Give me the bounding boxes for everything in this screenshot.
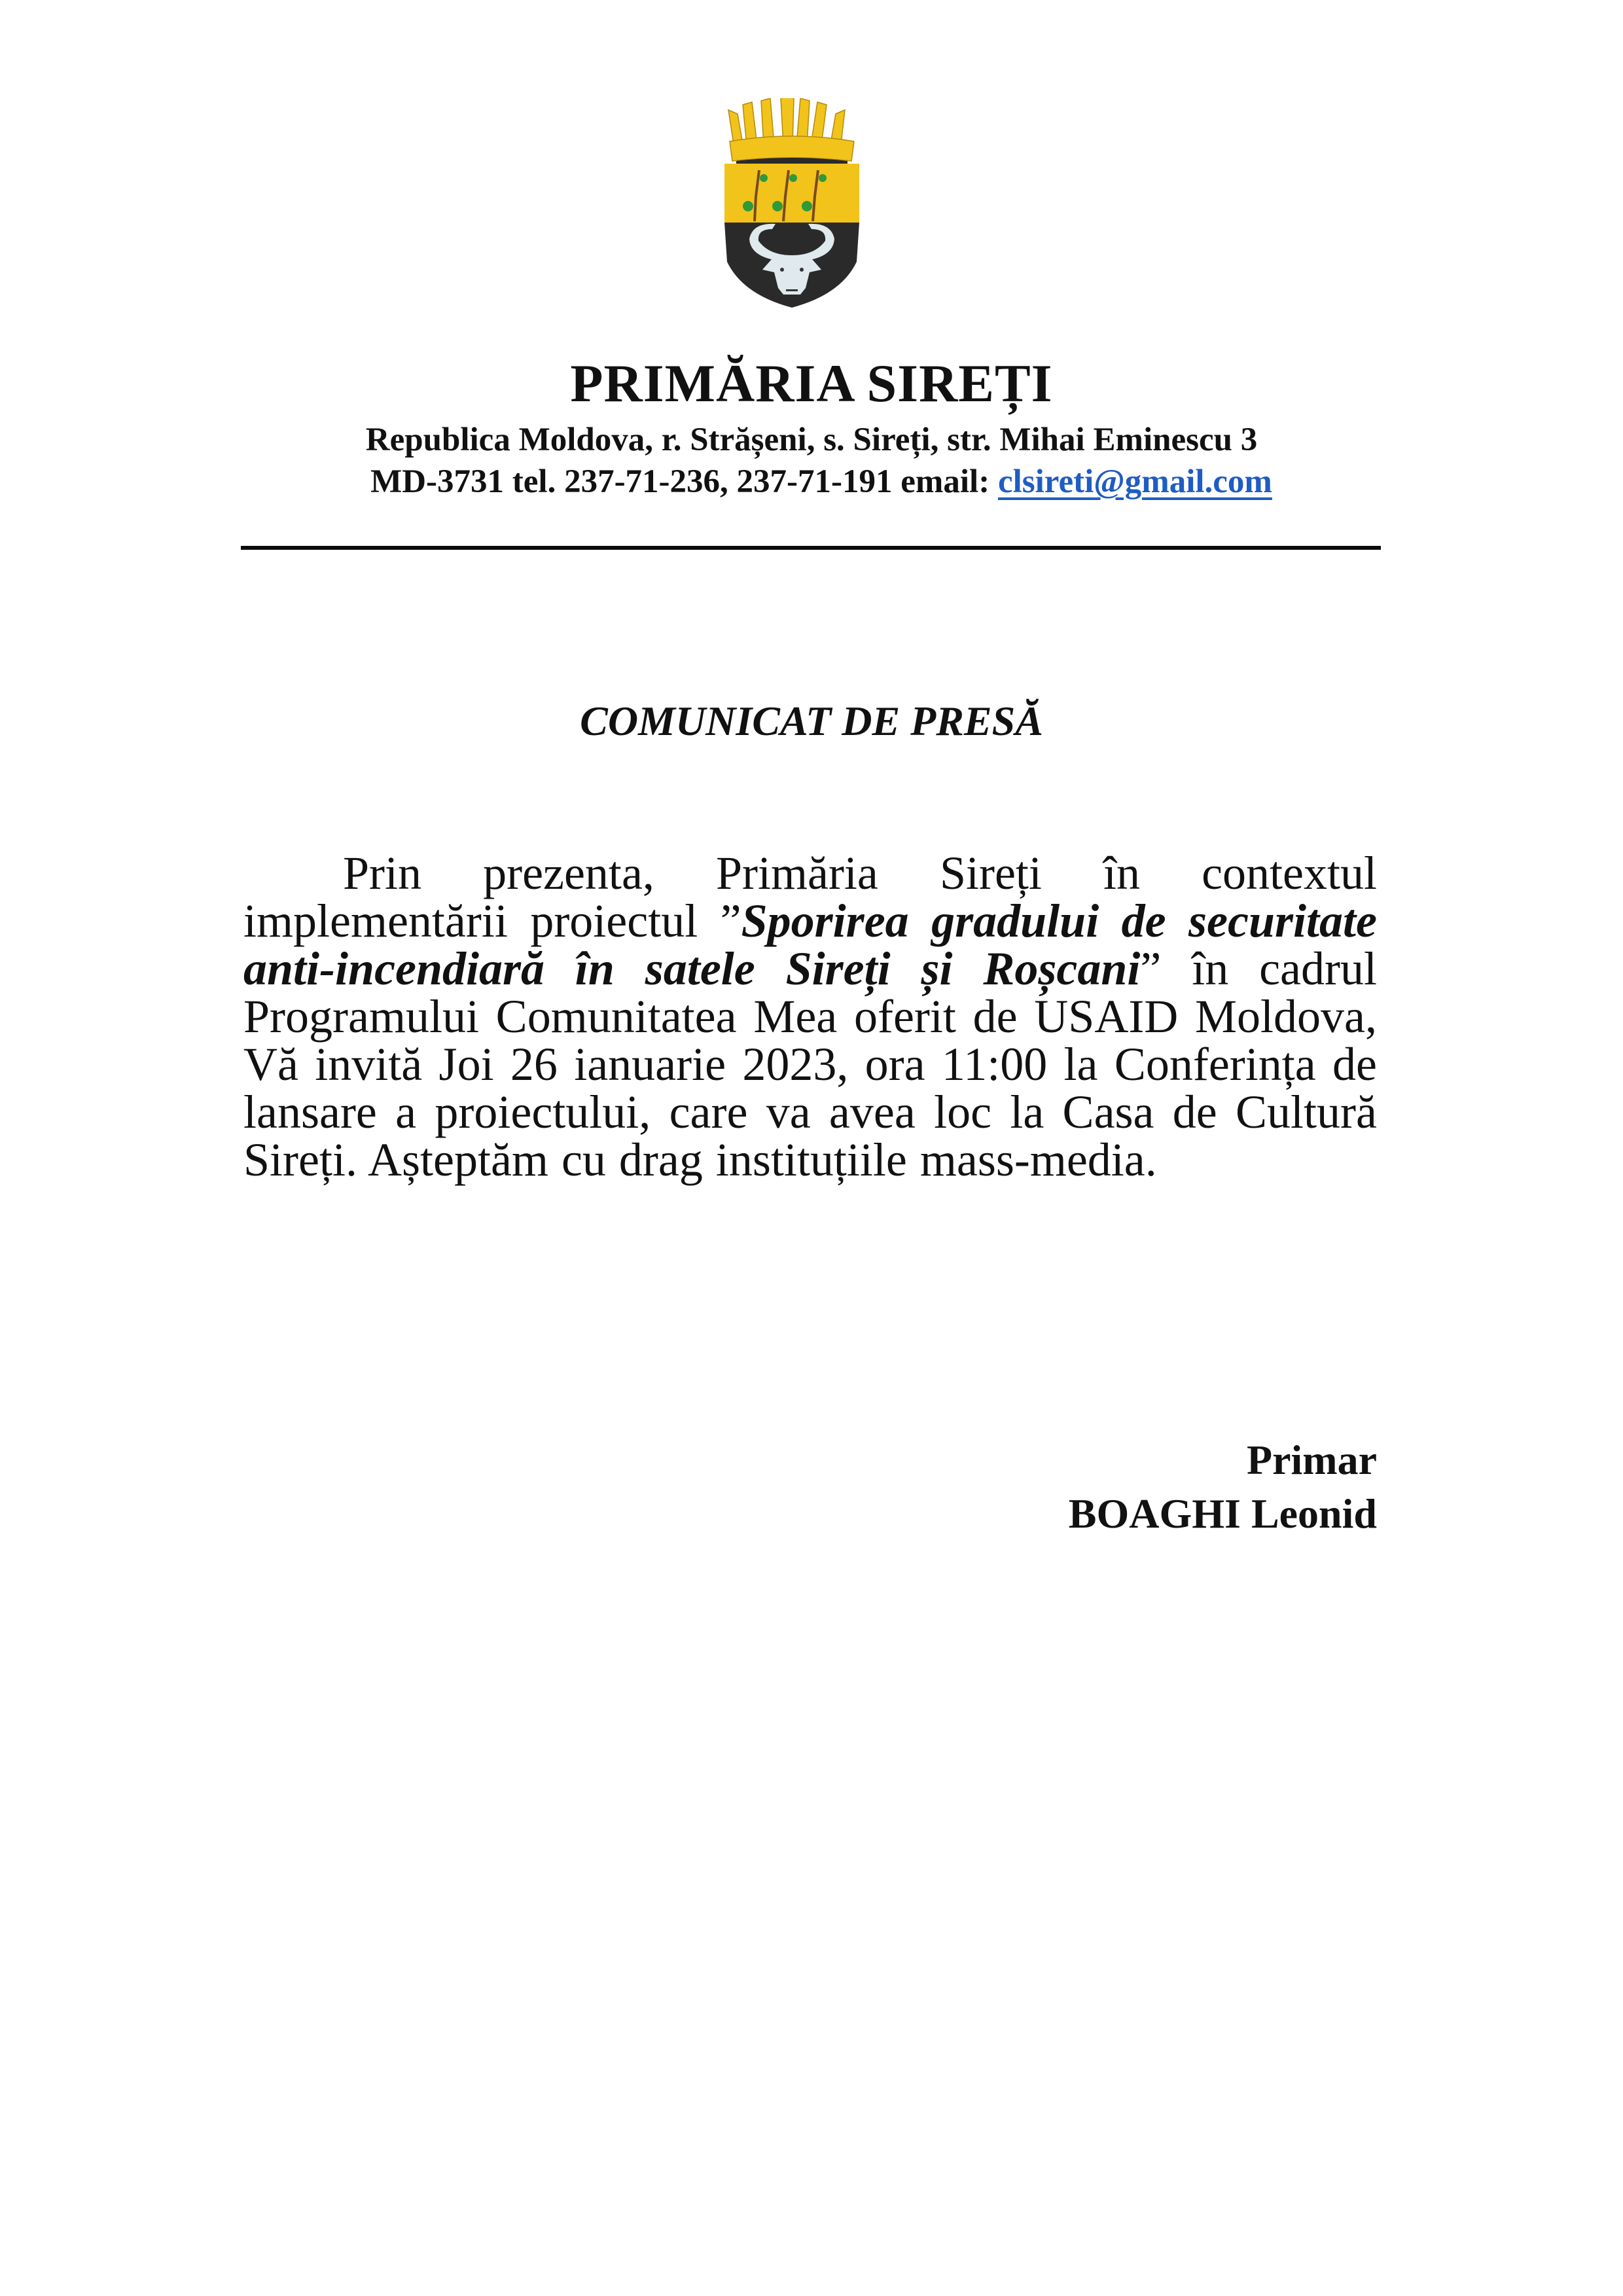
institution-address: Republica Moldova, r. Strășeni, s. Sireți, str. Mihai Eminescu 3	[365, 422, 1258, 458]
institution-title: PRIMĂRIA SIREȚI	[570, 353, 1053, 413]
project-title: Sporirea gradului de securitate anti-incendiară în satele Sireți și Roșcani	[243, 895, 1377, 995]
body-text-intro: Prin prezenta, Primăria Sireți în contextul implementării proiectul ”	[243, 847, 1377, 947]
institution-contact	[0, 462, 1623, 501]
contact-phones: MD-3731 tel. 237-71-236, 237-71-191 email:	[370, 463, 998, 500]
document-heading: COMUNICAT DE PRESĂ	[580, 698, 1043, 744]
signature-name: BOAGHI Leonid	[1068, 1490, 1377, 1537]
body-text-details: ” în cadrul Programului Comunitatea Mea oferit de USAID Moldova, Vă invită Joi 26 ianuarie 2023, ora 11:00 la Conferința de lansare a proiectului, care va avea loc la Casa de Cultură Sireți. Așteptăm cu drag instituțiile mass-media.	[243, 942, 1377, 1186]
shield-upper	[724, 164, 859, 223]
coat-of-arms-icon	[723, 98, 861, 311]
email-link[interactable]: clsireti@gmail.com	[997, 463, 1272, 500]
crown-icon	[728, 98, 854, 161]
header-divider	[241, 546, 1381, 550]
signature-role: Primar	[1247, 1437, 1377, 1483]
signature-block	[1069, 1433, 1377, 1541]
press-release-body	[243, 847, 1377, 1186]
